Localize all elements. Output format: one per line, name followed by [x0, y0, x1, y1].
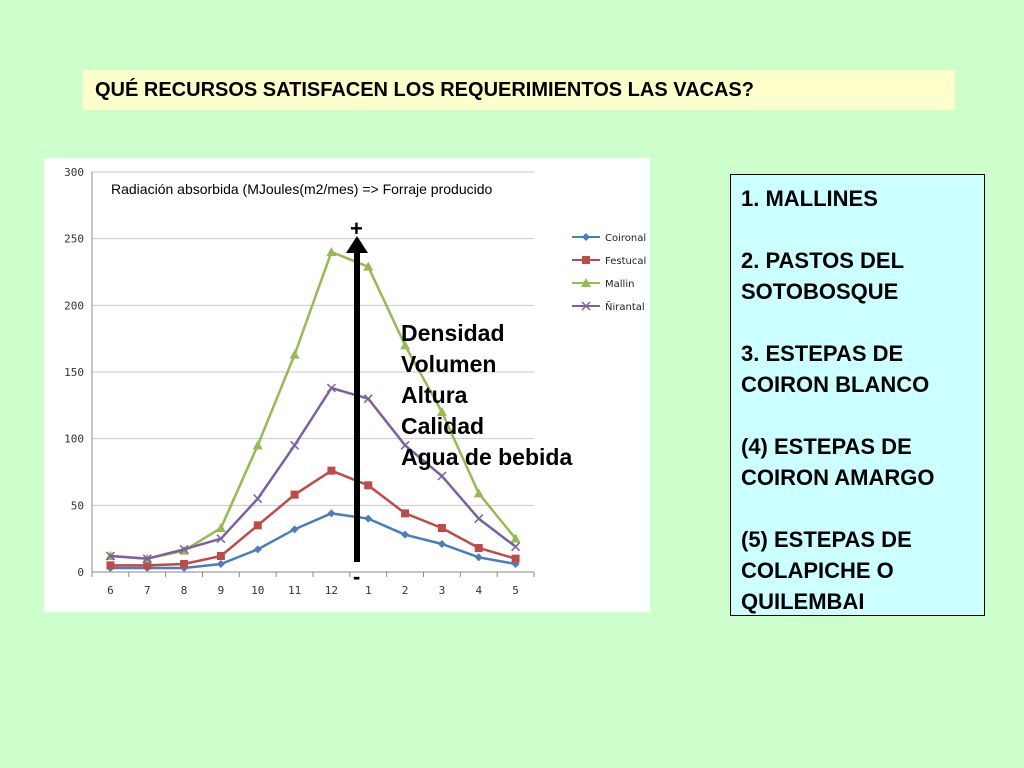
arrow-minus-label: -: [353, 564, 361, 589]
data-point: [106, 561, 114, 569]
y-tick-label: 150: [64, 366, 84, 379]
y-tick-label: 0: [77, 566, 84, 579]
resource-list-item: 3. ESTEPAS DE COIRON BLANCO: [741, 341, 930, 397]
x-tick-label: 9: [217, 584, 225, 597]
series-line-0: [110, 513, 515, 568]
data-point: [290, 350, 300, 359]
x-tick-label: 12: [324, 584, 339, 597]
x-tick-label: 8: [180, 584, 188, 597]
data-point: [474, 488, 484, 497]
resource-list: [730, 174, 985, 616]
y-tick-label: 50: [70, 499, 84, 513]
resource-list-item: 1. MALLINES: [741, 186, 878, 211]
data-point: [253, 440, 263, 449]
data-point: [180, 560, 188, 568]
attribute-item: Agua de bebida: [401, 444, 573, 470]
y-tick-label: 100: [64, 432, 84, 446]
slide-title-text: QUÉ RECURSOS SATISFACEN LOS REQUERIMIENTOS LAS VACAS?: [95, 78, 754, 101]
data-point: [216, 523, 226, 532]
series-line-1: [110, 471, 515, 566]
legend-marker: [582, 233, 590, 241]
legend-marker: [582, 256, 590, 264]
data-point: [217, 552, 225, 560]
x-tick-label: 7: [143, 584, 151, 597]
resource-list-item: 2. PASTOS DEL SOTOBOSQUE: [741, 248, 904, 304]
resource-list-item: (5) ESTEPAS DE COLAPICHE O QUILEMBAI: [741, 527, 912, 614]
data-point: [475, 553, 483, 561]
resource-list-item: (4) ESTEPAS DE COIRON AMARGO: [741, 434, 935, 490]
data-point: [254, 521, 262, 529]
data-point: [327, 467, 335, 475]
x-tick-label: 6: [107, 584, 114, 597]
data-point: [401, 531, 409, 539]
data-point: [291, 491, 299, 499]
y-tick-label: 250: [64, 232, 84, 246]
x-tick-label: 2: [401, 584, 409, 597]
x-tick-label: 4: [475, 584, 483, 597]
y-tick-label: 300: [64, 166, 84, 179]
data-point: [327, 509, 335, 517]
data-point: [512, 555, 520, 563]
attribute-item: Altura: [401, 382, 468, 408]
data-point: [217, 560, 225, 568]
y-tick-label: 200: [64, 299, 84, 313]
x-tick-label: 11: [287, 584, 302, 597]
data-point: [364, 481, 372, 489]
attribute-item: Calidad: [401, 413, 485, 439]
data-point: [326, 247, 336, 256]
x-tick-label: 5: [512, 584, 519, 597]
attribute-item: Densidad: [401, 320, 505, 346]
data-point: [401, 509, 409, 517]
data-point: [364, 515, 372, 523]
attribute-list: [401, 318, 572, 473]
chart-panel: [44, 158, 650, 612]
x-tick-label: 10: [251, 584, 265, 597]
data-point: [438, 540, 446, 548]
legend-label: Mallin: [605, 279, 635, 290]
x-tick-label: 3: [438, 584, 446, 597]
arrow-plus-label: +: [350, 216, 363, 241]
legend-label: Festucal: [605, 256, 647, 267]
data-point: [475, 544, 483, 552]
x-tick-label: 1: [364, 584, 372, 597]
data-point: [438, 524, 446, 532]
attribute-item: Volumen: [401, 351, 497, 377]
chart-subtitle: Radiación absorbida (MJoules(m2/mes) => Forraje producido: [111, 181, 493, 197]
legend-label: Coironal: [605, 233, 647, 244]
legend-label: Ñirantal: [605, 302, 645, 313]
slide-title: [83, 70, 955, 110]
